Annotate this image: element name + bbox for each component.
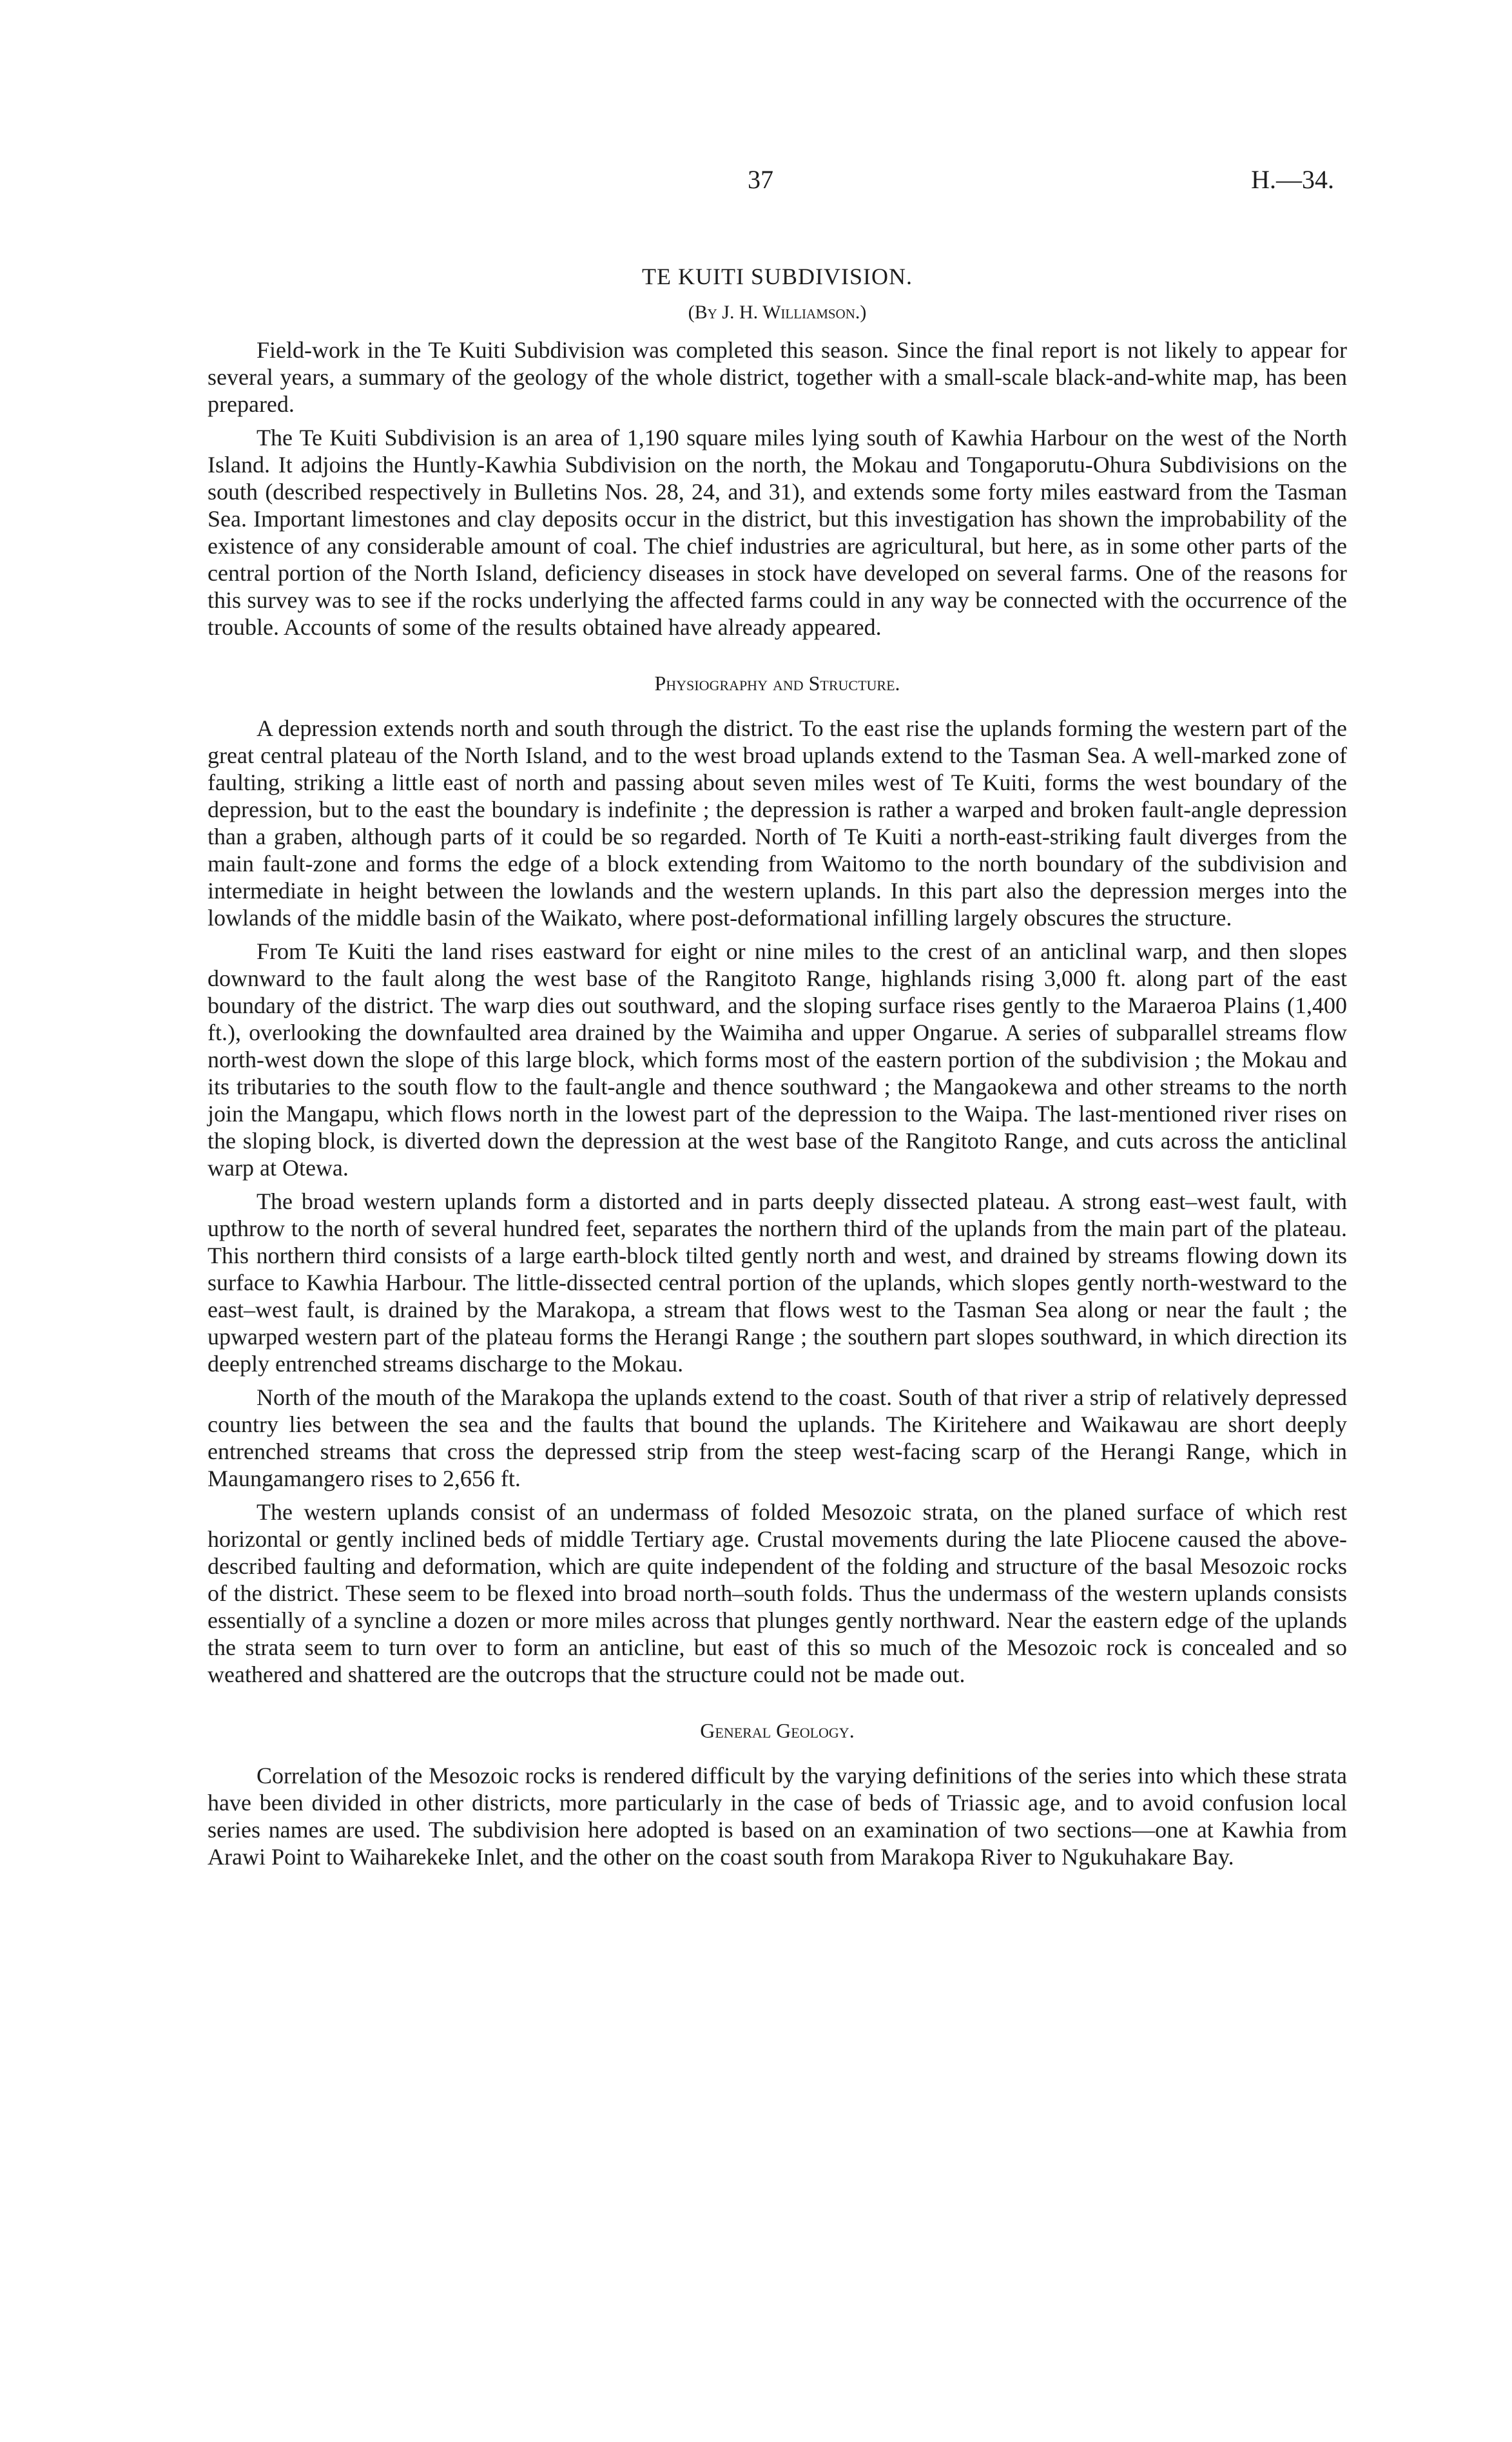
physiography-paragraph-3: The broad western uplands form a distorted and in parts deeply dissected plateau. A strong east–west fault, with upthrow to the north of several hundred feet, separates the northern third of the uplands from the main part of the plateau. This northern third consists of a large earth-block tilted gently north and west, and drained by streams flowing down its surface to Kawhia Harbour. The little-dissected central portion of the uplands, which slopes gently north-westward to the east–west fault, is drained by the Marakopa, a stream that flows west to the Tasman Sea along or near the fault ; the upwarped western part of the plateau forms the Herangi Range ; the southern part slopes southward, in which direction its deeply entrenched streams discharge to the Mokau. <box>208 1188 1347 1377</box>
document-reference: H.—34. <box>1251 165 1334 194</box>
intro-paragraph-1: Field-work in the Te Kuiti Subdivision was completed this season. Since the final report is not likely to appear for several years, a summary of the geology of the whole district, together with a small-scale black-and-white map, has been prepared. <box>208 337 1347 417</box>
general-geology-paragraph-1: Correlation of the Mesozoic rocks is rendered difficult by the varying definitions of the series into which these strata have been divided in other districts, more particularly in the case of beds of Triassic age, and to avoid confusion local series names are used. The subdivision here adopted is based on an examination of two sections—one at Kawhia from Arawi Point to Waiharekeke Inlet, and the other on the coast south from Marakopa River to Ngukuhakare Bay. <box>208 1763 1347 1870</box>
physiography-paragraph-5: The western uplands consist of an undermass of folded Mesozoic strata, on the planed surface of which rest horizontal or gently inclined beds of middle Tertiary age. Crustal movements during the late Pliocene caused the above-described faulting and deformation, which are quite independent of the folding and structure of the basal Mesozoic rocks of the district. These seem to be flexed into broad north–south folds. Thus the undermass of the western uplands consists essentially of a syncline a dozen or more miles across that plunges gently northward. Near the eastern edge of the uplands the strata seem to turn over to form an anticline, but east of this so much of the Mesozoic rock is concealed and so weathered and shattered are the outcrops that the structure could not be made out. <box>208 1499 1347 1687</box>
section-heading-physiography: Physiography and Structure. <box>654 672 900 695</box>
physiography-paragraph-2: From Te Kuiti the land rises eastward for eight or nine miles to the crest of an anticlinal warp, and then slopes downward to the fault along the west base of the Rangitoto Range, highlands rising 3,000 ft. along part of the east boundary of the district. The warp dies out southward, and the sloping surface rises gently to the Maraeroa Plains (1,400 ft.), overlooking the downfaulted area drained by the Waimiha and upper Ongarue. A series of subparallel streams flow north-west down the slope of this large block, which forms most of the eastern portion of the subdivision ; the Mokau and its tributaries to the south flow to the fault-angle and thence southward ; the Mangaokewa and other streams to the north join the Mangapu, which flows north in the lowest part of the depression to the Waipa. The last-mentioned river rises on the sloping block, is diverted down the depression at the west base of the Rangitoto Range, and cuts across the anticlinal warp at Otewa. <box>208 938 1347 1181</box>
author-byline: (By J. H. Williamson.) <box>688 302 867 323</box>
article-title: TE KUITI SUBDIVISION. <box>642 264 913 289</box>
section-heading-general-geology: General Geology. <box>700 1719 855 1742</box>
intro-paragraph-2: The Te Kuiti Subdivision is an area of 1,190 square miles lying south of Kawhia Harbour on the west of the North Island. It adjoins the Huntly-Kawhia Subdivision on the north, the Mokau and Tongaporutu-Ohura Subdivisions on the south (described respectively in Bulletins Nos. 28, 24, and 31), and extends some forty miles eastward from the Tasman Sea. Important limestones and clay deposits occur in the district, but this investigation has shown the improbability of the existence of any considerable amount of coal. The chief industries are agricultural, but here, as in some other parts of the central portion of the North Island, deficiency diseases in stock have developed on several farms. One of the reasons for this survey was to see if the rocks underlying the affected farms could in any way be connected with the occurrence of the trouble. Accounts of some of the results obtained have already appeared. <box>208 425 1347 640</box>
page-header <box>0 164 1512 209</box>
article-body <box>208 263 1347 1870</box>
page-number: 37 <box>748 165 773 194</box>
physiography-paragraph-1: A depression extends north and south through the district. To the east rise the uplands forming the western part of the great central plateau of the North Island, and to the west broad uplands extend to the Tasman Sea. A well-marked zone of faulting, striking a little east of north and passing about seven miles west of Te Kuiti, forms the west boundary of the depression, but to the east the boundary is indefinite ; the depression is rather a warped and broken fault-angle depression than a graben, although parts of it could be so regarded. North of Te Kuiti a north-east-striking fault diverges from the main fault-zone and forms the edge of a block extending from Waitomo to the north boundary of the subdivision and intermediate in height between the lowlands and the western uplands. In this part also the depression merges into the lowlands of the middle basin of the Waikato, where post-deformational infilling largely obscures the structure. <box>208 715 1347 931</box>
physiography-paragraph-4: North of the mouth of the Marakopa the uplands extend to the coast. South of that river a strip of relatively depressed country lies between the sea and the faults that bound the uplands. The Kiritehere and Waikawau are short deeply entrenched streams that cross the depressed strip from the steep west-facing scarp of the Herangi Range, which in Maungamangero rises to 2,656 ft. <box>208 1384 1347 1491</box>
